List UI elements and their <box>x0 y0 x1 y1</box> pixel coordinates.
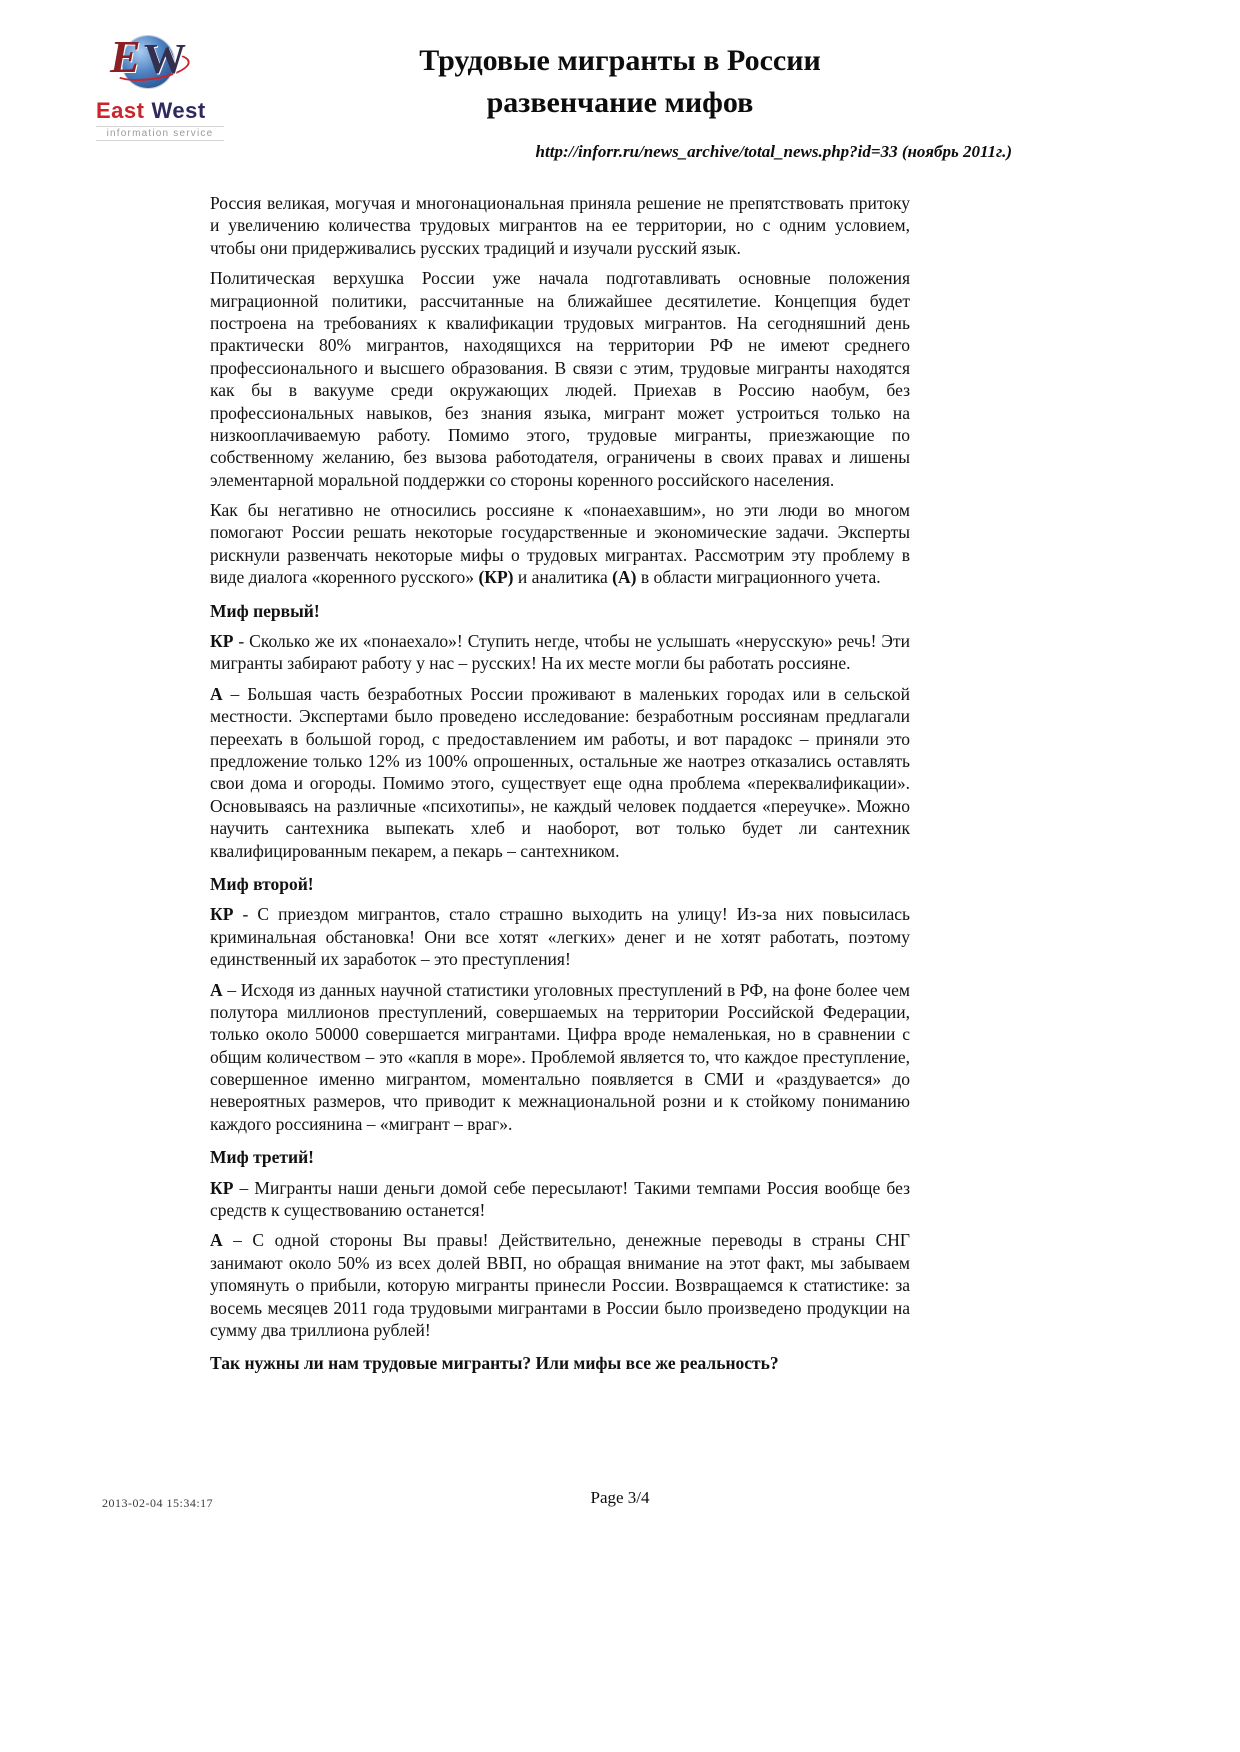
bold-text-run: Миф третий! <box>210 1147 314 1168</box>
text-run: в области миграционного учета. <box>636 567 881 588</box>
text-run: и аналитика <box>513 567 613 588</box>
bold-text-run: Миф первый! <box>210 600 320 621</box>
bold-text-run: КР <box>210 904 234 925</box>
document-title-line1: Трудовые мигранты в России <box>419 44 821 77</box>
section-heading <box>210 600 910 622</box>
logo-letter-w: W <box>144 37 186 83</box>
bold-text-run: А <box>210 979 223 1000</box>
footer-page-number: Page 3/4 <box>590 1488 650 1507</box>
text-run: Политическая верхушка России уже начала подготавливать основные положения миграционной политики, рассчитанные на ближайшее десятилетие. Концепция будет построена на требованиях к квалификации трудовых мигрантов. На сегодняшний день практически 80% мигрантов, находящихся на территории РФ не имеют среднего профессионального и высшего образования. В связи с этим, трудовые мигранты находятся как бы в вакууме среди окружающих людей. Приехав в Россию наобум, без профессиональных навыков, без знания языка, мигрант может устроиться только на низкооплачиваемую работу. Помимо этого, трудовые мигранты, приезжающие по собственному желанию, без вызова работодателя, ограничены в своих правах и лишены элементарной моральной поддержки со стороны коренного российского населения. <box>210 268 910 490</box>
footer-timestamp: 2013-02-04 15:34:17 <box>102 1496 214 1510</box>
paragraph <box>210 1177 910 1222</box>
text-run: Как бы негативно не относились россияне к «понаехавшим», но эти люди во многом помогают России решать некоторые государственные и экономические задачи. Эксперты рискнули развенчать некоторые мифы о трудовых мигрантах. Рассмотрим эту проблему в виде диалога «коренного русского» <box>210 500 910 588</box>
section-heading <box>210 1352 910 1374</box>
bold-text-run: А <box>210 1230 223 1251</box>
bold-text-run: (А) <box>612 567 637 588</box>
logo-tagline: information service <box>96 126 224 141</box>
bold-text-run: (КР) <box>478 567 514 588</box>
text-run: - Сколько же их «понаехало»! Ступить негде, чтобы не услышать «нерусскую» речь! Эти мигранты забирают работу у нас – русских! На их месте могли бы работать россияне. <box>210 631 910 674</box>
document-title-line2: развенчание мифов <box>486 86 754 119</box>
paragraph <box>210 499 910 589</box>
bold-text-run: КР <box>210 1177 234 1198</box>
paragraph <box>210 630 910 675</box>
paragraph <box>210 1229 910 1341</box>
logo-word-east: East <box>96 98 145 123</box>
paragraph <box>210 267 910 491</box>
paragraph <box>210 903 910 970</box>
logo-letter-e: E <box>110 31 141 82</box>
paragraph <box>210 683 910 862</box>
document-title <box>0 40 1240 124</box>
bold-text-run: Так нужны ли нам трудовые мигранты? Или мифы все же реальность? <box>210 1353 779 1374</box>
text-run: – Исходя из данных научной статистики уголовных преступлений в РФ, на фоне более чем полутора миллионов преступлений, совершаемых на территории Российской Федерации, только около 50000 совершается мигрантами. Цифра вроде немаленькая, но в сравнении с общим количеством – это «капля в море». Проблемой является то, что каждое преступление, совершенное именно мигрантом, моментально появляется в СМИ и «раздувается» до невероятных размеров, что приводит к межнациональной розни и к стойкому пониманию каждого россиянина – «мигрант – враг». <box>210 979 910 1134</box>
bold-text-run: Миф второй! <box>210 873 314 894</box>
paragraph <box>210 979 910 1136</box>
text-run: Россия великая, могучая и многонациональная приняла решение не препятствовать притоку и увеличению количества трудовых мигрантов на ее территории, но с одним условием, чтобы они придерживались русских традиций и изучали русский язык. <box>210 193 910 258</box>
text-run: – Мигранты наши деньги домой себе пересылают! Такими темпами Россия вообще без средств к существованию останется! <box>210 1177 910 1221</box>
bold-text-run: КР <box>210 631 234 652</box>
bold-text-run: А <box>210 683 223 704</box>
logo-word-west: West <box>151 98 206 123</box>
paragraph <box>210 192 910 259</box>
document-body <box>210 192 910 1383</box>
source-url: http://inforr.ru/news_archive/total_news.php?id=33 (ноябрь 2011г.) <box>535 142 1012 161</box>
section-heading <box>210 1146 910 1168</box>
section-heading <box>210 873 910 895</box>
text-run: – С одной стороны Вы правы! Действительно, денежные переводы в страны СНГ занимают около 50% из всех долей ВВП, но обращая внимание на этот факт, мы забываем упомянуть о прибыли, которую мигранты принесли России. Возвращаемся к статистике: за восемь месяцев 2011 года трудовыми мигрантами в России было произведено продукции на сумму два триллиона рублей! <box>210 1230 910 1340</box>
text-run: – Большая часть безработных России проживают в маленьких городах или в сельской местности. Экспертами было проведено исследование: безработным россиянам предлагали переехать в большой город, с предоставлением им работы, и вот парадокс – приняли это предложение только 12% из 100% опрошенных, остальные же наотрез отказались оставлять свои дома и огороды. Помимо этого, существует еще одна проблема «переквалификации». Основываясь на различные «психотипы», не каждый человек поддается «переучке». Можно научить сантехника выпекать хлеб и наоборот, вот только будет ли сантехник квалифицированным пекарем, а пекарь – сантехником. <box>210 683 910 861</box>
page-footer <box>0 1482 1240 1522</box>
text-run: - С приездом мигрантов, стало страшно выходить на улицу! Из-за них повысилась криминальная обстановка! Они все хотят «легких» денег и не хотят работать, поэтому единственный их заработок – это преступления! <box>210 904 910 970</box>
